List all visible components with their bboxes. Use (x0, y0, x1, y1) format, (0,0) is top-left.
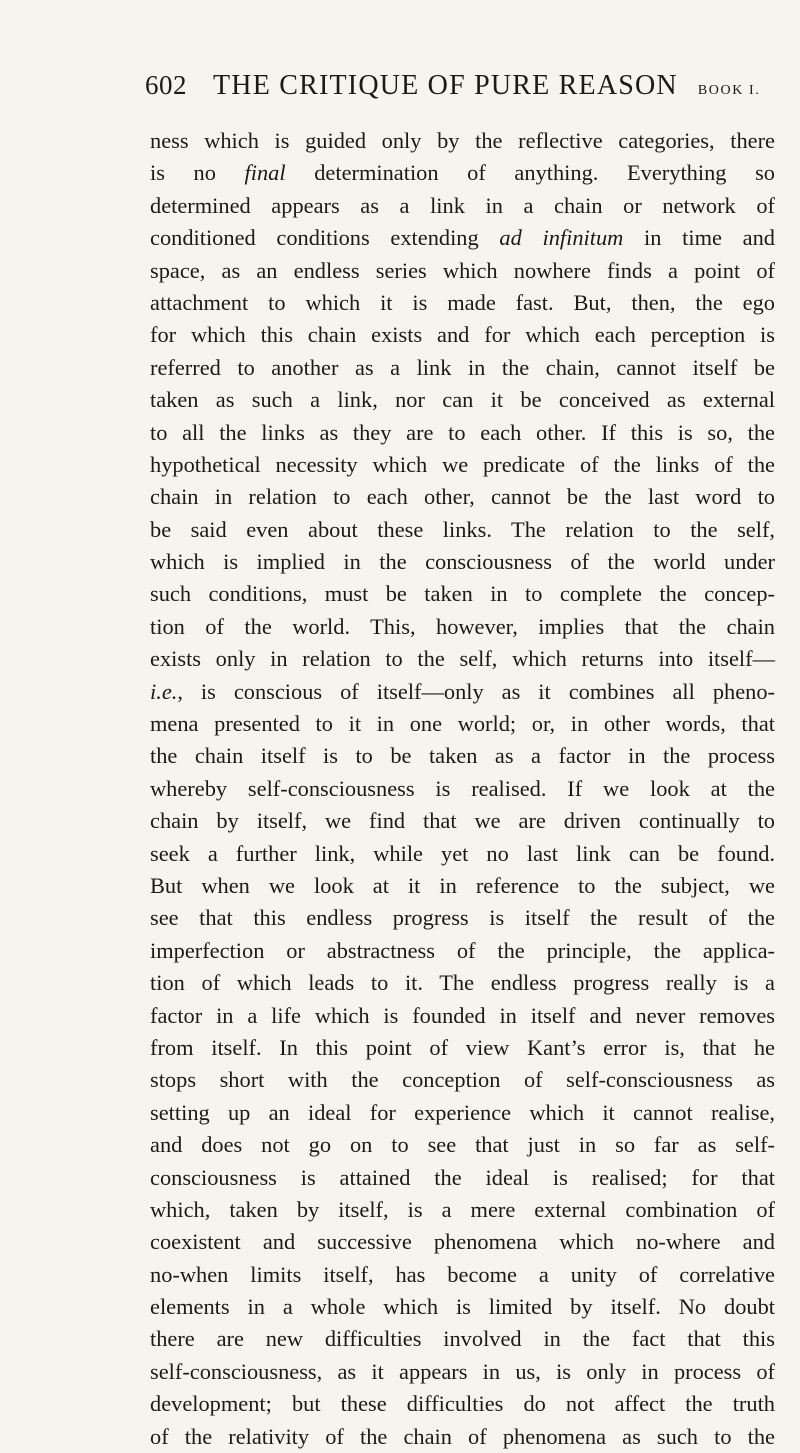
text-line: self-consciousness, as it appears in us, is only in process of (150, 1358, 775, 1384)
text-line: mena presented to it in one world; or, in other words, that (150, 711, 775, 737)
text-line: hypothetical necessity which we predicate of the links of the (150, 451, 775, 477)
text-line: imperfection or abstractness of the principle, the applica- (150, 937, 775, 963)
text-line: setting up an ideal for experience which it cannot realise, (150, 1099, 775, 1125)
text-line: see that this endless progress is itself the result of the (150, 905, 775, 931)
text-line: which, taken by itself, is a mere external combination of (150, 1196, 775, 1222)
text-line: development; but these difficulties do not affect the truth (150, 1391, 775, 1417)
text-line: But when we look at it in reference to the subject, we (150, 872, 775, 898)
running-header (145, 70, 785, 120)
text-line: there are new difficulties involved in the fact that this (150, 1326, 775, 1352)
text-line: tion of the world. This, however, implies that the chain (150, 613, 775, 639)
text-line: coexistent and successive phenomena which no-where and (150, 1229, 775, 1255)
text-line: whereby self-consciousness is realised. If we look at the (150, 775, 775, 801)
text-line: ness which is guided only by the reflective categories, there (150, 128, 775, 153)
text-segment: , is conscious of itself—only as it combines all pheno- (177, 678, 775, 704)
italic-term: ad infinitum (499, 225, 624, 251)
text-line (150, 157, 775, 189)
text-line: for which this chain exists and for which each perception is (150, 322, 775, 348)
text-line (150, 222, 775, 254)
text-line: determined appears as a link in a chain or network of (150, 192, 775, 218)
body-text (150, 125, 775, 1453)
page-number: 602 (145, 70, 187, 100)
text-line: space, as an endless series which nowhere finds a point of (150, 257, 775, 283)
text-segment: determination of anything. Everything so (285, 160, 775, 186)
text-line: and does not go on to see that just in so far as self- (150, 1132, 775, 1158)
book-label: BOOK I. (697, 83, 761, 98)
text-line: factor in a life which is founded in itself and never removes (150, 1002, 775, 1028)
text-line: tion of which leads to it. The endless progress really is a (150, 970, 775, 996)
text-line: consciousness is attained the ideal is realised; for that (150, 1164, 775, 1190)
text-line: be said even about these links. The relation to the self, (150, 516, 775, 542)
text-line (150, 676, 775, 708)
text-line: from itself. In this point of view Kant’s error is, that he (150, 1034, 775, 1060)
text-line: taken as such a link, nor can it be conceived as external (150, 387, 775, 413)
text-line: stops short with the conception of self-consciousness as (150, 1067, 775, 1093)
text-segment: conditioned conditions extending (150, 225, 500, 251)
text-line: seek a further link, while yet no last link can be found. (150, 840, 775, 866)
text-line: referred to another as a link in the chain, cannot itself be (150, 354, 775, 380)
text-line: which is implied in the consciousness of the world under (150, 549, 775, 575)
text-line: such conditions, must be taken in to complete the concep- (150, 581, 775, 607)
running-title: THE CRITIQUE OF PURE REASON (213, 70, 678, 101)
italic-term: final (244, 160, 286, 186)
text-line: to all the links as they are to each other. If this is so, the (150, 419, 775, 445)
text-line: chain in relation to each other, cannot be the last word to (150, 484, 775, 510)
text-line: no-when limits itself, has become a unity of correlative (150, 1261, 775, 1287)
italic-term: i.e. (150, 678, 178, 704)
text-line: of the relativity of the chain of phenomena as such to the (150, 1423, 775, 1449)
text-line: attachment to which it is made fast. But, then, the ego (150, 289, 775, 315)
text-line: chain by itself, we find that we are driven continually to (150, 808, 775, 834)
text-line: the chain itself is to be taken as a factor in the process (150, 743, 775, 769)
text-line: exists only in relation to the self, which returns into itself— (150, 646, 775, 672)
text-segment: in time and (623, 225, 775, 251)
text-segment: is no (150, 160, 245, 186)
text-line: elements in a whole which is limited by itself. No doubt (150, 1294, 775, 1320)
